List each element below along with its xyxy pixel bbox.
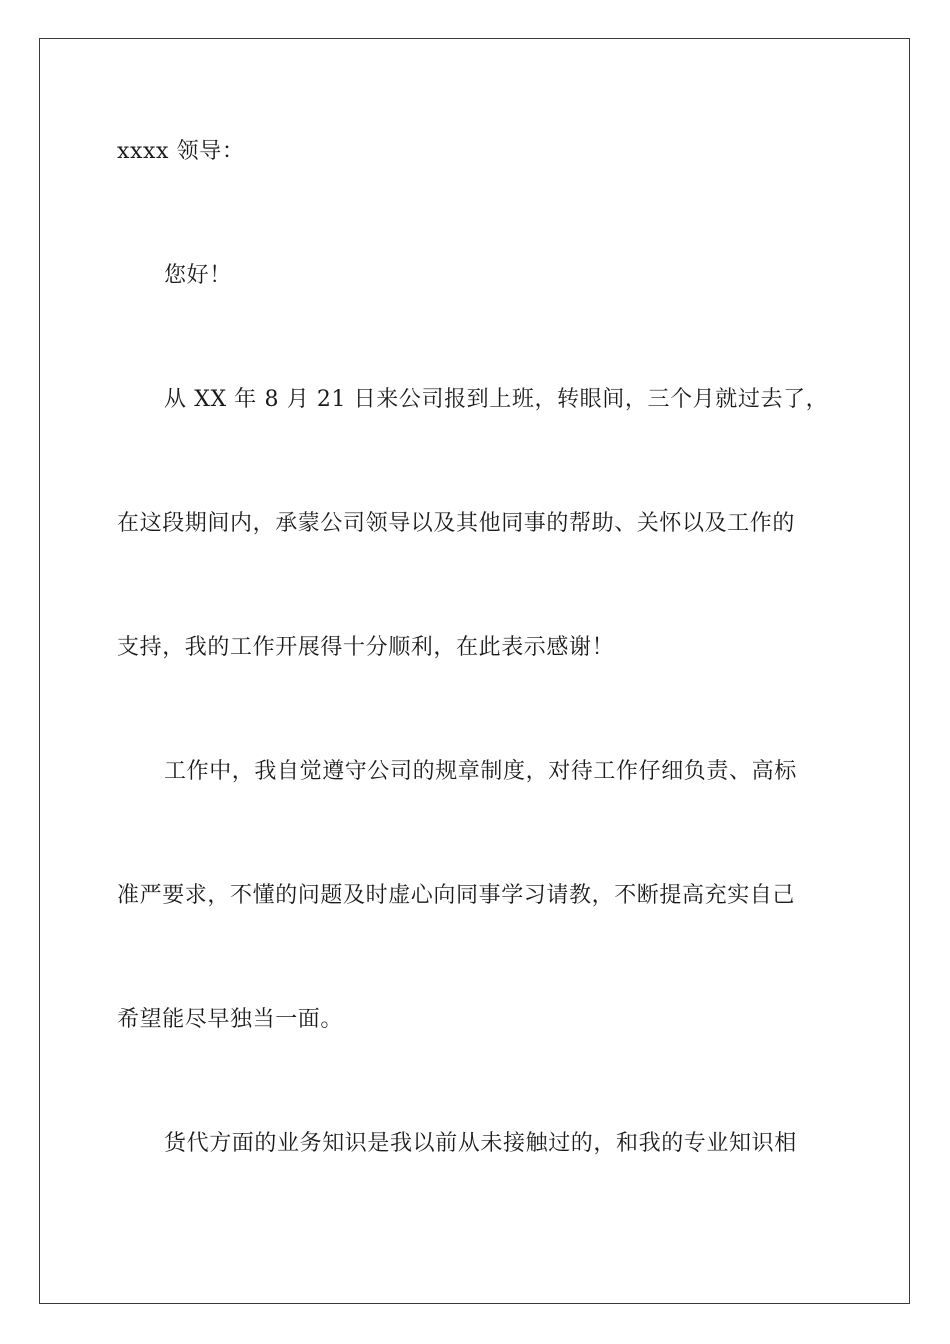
paragraph-line-2: 在这段期间内，承蒙公司领导以及其他同事的帮助、关怀以及工作的 [117,511,796,536]
page-frame [39,38,910,1304]
paragraph-line-5: 准严要求，不懂的问题及时虚心向同事学习请教，不断提高充实自己 [117,883,796,908]
paragraph-line-6: 希望能尽早独当一面。 [117,1007,344,1032]
paragraph-line-1: 从 XX 年 8 月 21 日来公司报到上班，转眼间，三个月就过去了， [164,387,829,412]
paragraph-line-7: 货代方面的业务知识是我以前从未接触过的，和我的专业知识相 [164,1131,797,1156]
paragraph-line-4: 工作中，我自觉遵守公司的规章制度，对待工作仔细负责、高标 [164,759,797,784]
paragraph-line-3: 支持，我的工作开展得十分顺利，在此表示感谢！ [117,635,615,660]
salutation: xxxx 领导： [117,139,245,164]
greeting: 您好！ [164,263,232,288]
